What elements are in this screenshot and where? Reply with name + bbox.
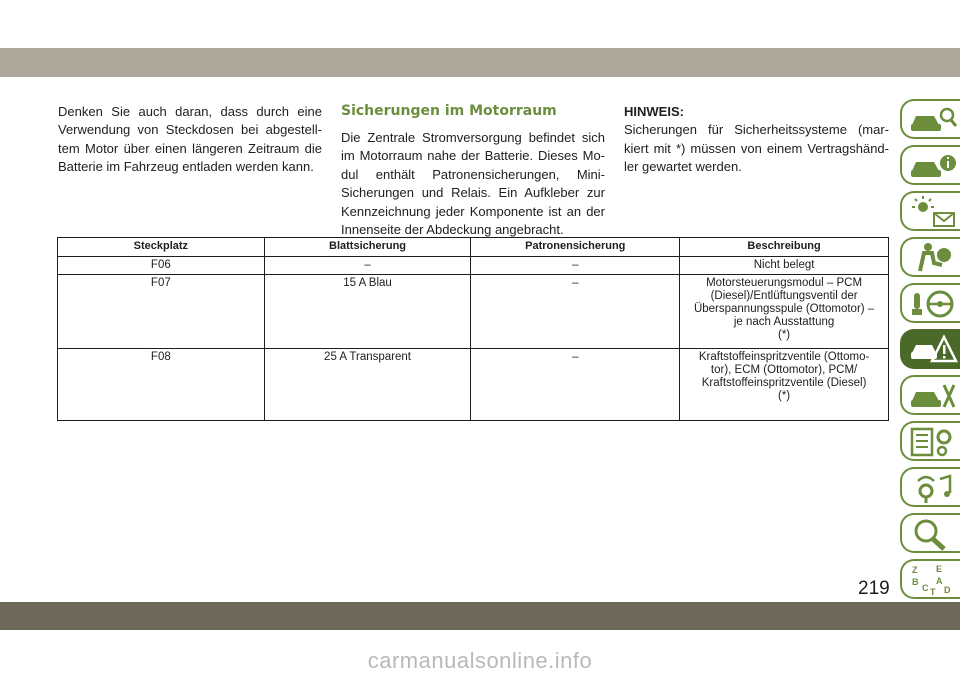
table-header-row <box>58 238 889 257</box>
tab-emergency[interactable] <box>900 329 960 369</box>
note-text: Sicherungen für Sicherheitssysteme (mar-kiert mit *) müssen von einem Vertragshänd-ler gewartet werden. <box>624 122 889 175</box>
index-letter-z: Z <box>912 565 918 575</box>
index-letter-b: B <box>912 577 919 587</box>
index-letter-d: D <box>944 585 951 595</box>
header-description: Beschreibung <box>680 238 889 257</box>
cell-blade-fuse: 25 A Transparent <box>264 349 471 421</box>
bottom-footer-band <box>0 602 960 630</box>
section-heading: Sicherungen im Motorraum <box>341 103 557 119</box>
cell-cartridge-fuse: – <box>471 257 680 275</box>
tab-safety[interactable] <box>900 237 960 277</box>
left-column <box>58 103 322 177</box>
car-wrench-icon <box>908 379 958 413</box>
cell-cartridge-fuse: – <box>471 349 680 421</box>
car-search-icon <box>908 103 958 137</box>
index-letter-t: T <box>930 587 936 597</box>
tab-technical-data[interactable] <box>900 421 960 461</box>
tab-index[interactable] <box>900 559 960 599</box>
index-letter-a: A <box>936 576 943 586</box>
middle-column <box>341 103 605 239</box>
middle-column-paragraph: Die Zentrale Stromversorgung befindet sich im Motorraum nahe der Batterie. Dieses Mo-dul enthält Patronensicherungen, Mini-Sicherungen und Relais. Ein Aufkleber zur Kennzeichnung jeder Komponente ist an der Innenseite der Abdeckung angebracht. <box>341 130 605 238</box>
left-column-paragraph: Denken Sie auch daran, dass durch eine Verwendung von Steckdosen bei abgestell-tem Motor über einen längeren Zeitraum die Batterie im Fahrzeug entladen werden kann. <box>58 104 322 175</box>
cell-slot: F07 <box>58 275 265 349</box>
tab-car-info[interactable] <box>900 145 960 185</box>
airbag-person-icon <box>908 241 958 275</box>
index-letter-c: C <box>922 583 929 593</box>
warning-light-message-icon <box>908 195 958 229</box>
table-row <box>58 349 889 421</box>
index-letter-e: E <box>936 564 943 574</box>
checklist-gear-icon <box>908 425 958 459</box>
steering-wheel-icon <box>908 287 958 321</box>
cell-slot: F06 <box>58 257 265 275</box>
tab-car-search[interactable] <box>900 99 960 139</box>
tab-warning-lights[interactable] <box>900 191 960 231</box>
table-row <box>58 257 889 275</box>
tab-multimedia[interactable] <box>900 467 960 507</box>
tab-service[interactable] <box>900 375 960 415</box>
page-number: 219 <box>858 578 890 599</box>
cell-slot: F08 <box>58 349 265 421</box>
top-header-band <box>0 48 960 77</box>
car-info-icon <box>908 149 958 183</box>
cell-description: Motorsteuerungsmodul – PCM (Diesel)/Entlüftungsventil der Überspannungsspule (Ottomotor) – je nach Ausstattung (*) <box>680 275 889 349</box>
right-column <box>624 103 889 177</box>
tab-customer-help[interactable] <box>900 513 960 553</box>
fuse-table <box>57 237 889 421</box>
cell-description: Nicht belegt <box>680 257 889 275</box>
site-watermark: carmanualsonline.info <box>367 648 593 673</box>
cell-description: Kraftstoffeinspritzventile (Ottomo- tor), ECM (Ottomotor), PCM/ Kraftstoffeinspritzventile (Diesel) (*) <box>680 349 889 421</box>
cell-cartridge-fuse: – <box>471 275 680 349</box>
media-navigation-icon <box>908 471 958 505</box>
magnifier-icon <box>908 517 958 551</box>
header-slot: Steckplatz <box>58 238 265 257</box>
car-hazard-icon <box>908 333 958 367</box>
table-row <box>58 275 889 349</box>
tab-starting-driving[interactable] <box>900 283 960 323</box>
cell-blade-fuse: 15 A Blau <box>264 275 471 349</box>
header-cartridge-fuse: Patronensicherung <box>471 238 680 257</box>
note-title: HINWEIS: <box>624 104 684 119</box>
alphabet-index-icon <box>908 563 958 597</box>
header-blade-fuse: Blattsicherung <box>264 238 471 257</box>
cell-blade-fuse: – <box>264 257 471 275</box>
